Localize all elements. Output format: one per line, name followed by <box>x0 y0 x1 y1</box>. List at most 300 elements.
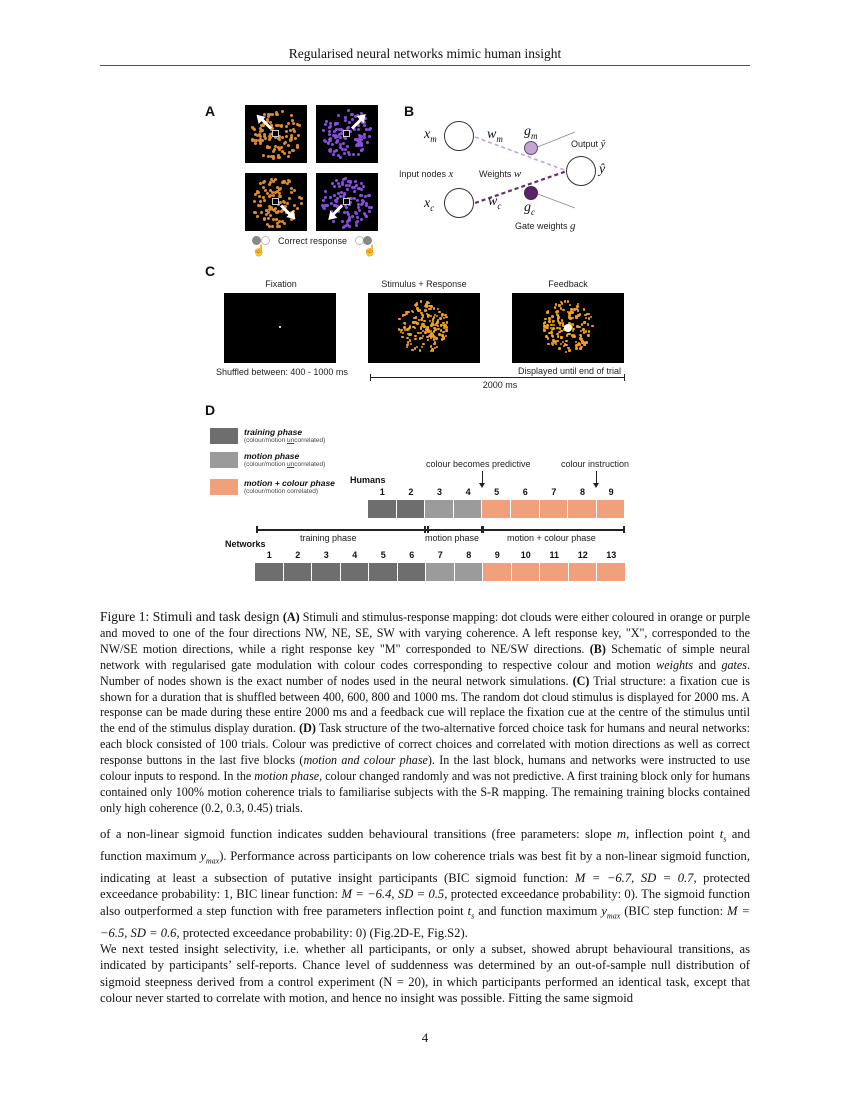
dot <box>410 343 413 346</box>
dot <box>254 142 257 145</box>
dot <box>263 199 266 202</box>
dot <box>433 316 436 319</box>
caption-ref-a: (A) <box>282 610 300 624</box>
dot <box>433 307 436 310</box>
dot <box>348 121 351 124</box>
block-number: 8 <box>579 487 585 497</box>
dot <box>585 330 588 333</box>
dot <box>571 317 574 320</box>
dot <box>324 190 327 193</box>
block-number: 7 <box>551 487 557 497</box>
dot <box>423 320 426 323</box>
legend-note-motion: (colour/motion uncorrelated) <box>244 461 326 468</box>
dot <box>587 334 590 337</box>
dot <box>280 124 283 127</box>
dot <box>261 139 264 142</box>
dot <box>368 210 371 213</box>
body-text: (BIC step function: <box>620 903 728 918</box>
dot <box>346 145 349 148</box>
dot <box>257 191 260 194</box>
dot <box>364 195 367 198</box>
dot <box>271 113 274 116</box>
dot <box>565 340 568 343</box>
dot <box>292 149 295 152</box>
legend-note-motion-colour: (colour/motion correlated) <box>244 488 319 495</box>
dot <box>265 209 268 212</box>
fixation-square-icon <box>343 130 350 137</box>
running-title: Regularised neural networks mimic human insight <box>288 46 562 61</box>
gate-weights-label: Gate weights g <box>515 220 576 232</box>
dot <box>359 194 362 197</box>
annotation-colour-instruction: colour instruction <box>561 459 630 469</box>
math: M = −6.4 <box>341 887 392 902</box>
dot <box>267 155 270 158</box>
legend-title-training: training phase <box>244 427 303 437</box>
dot <box>422 315 425 318</box>
panel-letter-a: A <box>205 103 216 119</box>
dot <box>285 135 288 138</box>
dot <box>401 336 404 339</box>
dot <box>269 214 272 217</box>
math: SD = 0.5 <box>397 887 445 902</box>
dot <box>341 148 344 151</box>
dot <box>544 318 547 321</box>
dot <box>300 202 303 205</box>
dot <box>285 125 288 128</box>
block-7 <box>426 563 455 581</box>
dot <box>337 114 340 117</box>
dot <box>271 225 274 228</box>
dot <box>347 180 350 183</box>
dot <box>360 188 363 191</box>
dot <box>360 149 363 152</box>
math: max <box>606 911 621 921</box>
caption-italic: gates <box>721 657 747 672</box>
dot <box>430 315 433 318</box>
block-number: 6 <box>409 550 415 560</box>
dot <box>324 196 327 199</box>
math: s <box>723 834 727 844</box>
dot <box>584 344 587 347</box>
dot <box>262 196 265 199</box>
input-nodes-label: Input nodes x <box>399 168 454 180</box>
dot <box>424 309 427 312</box>
dot <box>300 197 303 200</box>
dot <box>347 151 350 154</box>
dot <box>426 301 429 304</box>
dot <box>419 349 422 352</box>
dot <box>341 220 344 223</box>
dot <box>368 135 371 138</box>
block-3 <box>312 563 341 581</box>
dot <box>351 118 354 121</box>
dot <box>434 328 437 331</box>
dot <box>570 308 573 311</box>
dot <box>272 157 275 160</box>
dot <box>565 351 568 354</box>
math: t <box>719 827 724 841</box>
dot <box>427 316 430 319</box>
block-1 <box>255 563 284 581</box>
dot <box>258 195 261 198</box>
dot <box>334 122 337 125</box>
dot <box>548 320 551 323</box>
dot <box>559 324 562 327</box>
dot <box>398 318 401 321</box>
dot <box>432 349 435 352</box>
dot <box>365 202 368 205</box>
dot <box>282 200 285 203</box>
dot <box>370 206 373 209</box>
dot <box>436 346 439 349</box>
dot <box>561 302 564 305</box>
caption-text: ). In the last block, humans and networks were instructed to use colour inputs to respond. In the <box>100 753 750 784</box>
output-label: Output ŷ <box>571 138 606 150</box>
feedback-duration-note: Displayed until end of trial <box>518 366 622 376</box>
dot <box>555 303 558 306</box>
dot <box>344 119 347 122</box>
dot <box>582 328 585 331</box>
block-number: 7 <box>437 550 443 560</box>
body-text: , protected exceedance probability: 1, BIC linear function: <box>100 870 751 902</box>
dot <box>553 324 556 327</box>
panel-letter-d: D <box>205 402 216 418</box>
block-9 <box>597 500 626 518</box>
dot <box>564 343 567 346</box>
dot <box>585 317 588 320</box>
dot <box>551 315 554 318</box>
dot <box>322 129 325 132</box>
dot <box>281 110 284 113</box>
dot <box>296 207 299 210</box>
dot <box>560 330 563 333</box>
block-number: 11 <box>549 550 559 560</box>
fixation-cross-icon <box>279 326 281 328</box>
dot <box>558 347 561 350</box>
timeline-tick <box>624 374 625 381</box>
dot <box>400 329 403 332</box>
dot <box>404 323 407 326</box>
dot <box>297 134 300 137</box>
dot <box>438 311 441 314</box>
dot <box>579 347 582 350</box>
caption-ref-b: (B) <box>589 641 606 656</box>
body-text: , <box>391 887 398 902</box>
block-4 <box>454 500 483 518</box>
dot <box>562 322 565 325</box>
dot <box>445 329 448 332</box>
dot <box>579 313 582 316</box>
dot <box>363 136 366 139</box>
dot <box>435 337 438 340</box>
caption-italic: motion and colour phase <box>303 753 428 768</box>
dot <box>281 181 284 184</box>
screen-title-stimulus: Stimulus + Response <box>381 279 467 289</box>
dot <box>567 300 570 303</box>
dot <box>368 194 371 197</box>
body-text: , <box>631 870 641 885</box>
dot <box>262 186 265 189</box>
dot <box>292 122 295 125</box>
dot <box>440 329 443 332</box>
caption-text: , colour changed randomly and was not predictive. A first training block only for humans contained only 100% motion coherence trials to familiarise subjects with the S-R mapping. The remaining training blocks contained only high coherence (0.2, 0.3, 0.45) trials. <box>100 769 751 815</box>
dot <box>274 178 277 181</box>
block-number: 4 <box>465 487 471 497</box>
body-text: ). Performance across participants on low coherence trials was best fit by a non-linear sigmoid function, indicating at least a subsection of putative insight participants (BIC sigmoid function: <box>100 848 750 885</box>
dot <box>335 141 338 144</box>
dot <box>331 143 334 146</box>
math: M = −6.7 <box>574 870 632 885</box>
dot <box>363 212 366 215</box>
dot <box>545 335 548 338</box>
math: t <box>467 903 472 918</box>
dot <box>414 327 417 330</box>
block-number: 12 <box>577 550 588 560</box>
annotation-colour-predictive: colour becomes predictive <box>426 459 531 469</box>
body-text: , <box>124 925 131 940</box>
dot <box>591 325 594 328</box>
networks-label: Networks <box>225 539 266 549</box>
dot <box>420 300 423 303</box>
block-3 <box>425 500 454 518</box>
block-9 <box>483 563 512 581</box>
block-number: 3 <box>436 487 442 497</box>
dot <box>356 220 359 223</box>
feedback-cue-icon <box>564 324 572 332</box>
dot <box>558 317 561 320</box>
block-6 <box>511 500 540 518</box>
dot <box>544 321 547 324</box>
networks-blocks <box>255 563 626 581</box>
block-7 <box>540 500 569 518</box>
dot <box>355 224 358 227</box>
dot <box>343 152 346 155</box>
math: max <box>205 856 220 866</box>
stimulus-purple-ne <box>316 105 378 163</box>
body-text: of a non-linear sigmoid function indicates sudden behavioural transitions (free parameters: slope <box>100 827 618 841</box>
dot <box>406 346 409 349</box>
dot <box>253 200 256 203</box>
label-w-m: $w_m$ <box>487 127 503 144</box>
dot <box>350 113 353 116</box>
dot <box>560 343 563 346</box>
block-number: 10 <box>520 550 531 560</box>
dot <box>436 321 439 324</box>
dot <box>365 215 368 218</box>
phase-label-motion: motion phase <box>425 533 480 543</box>
block-number: 1 <box>266 550 272 560</box>
dot <box>546 311 549 314</box>
dot <box>256 215 259 218</box>
dot <box>273 148 276 151</box>
dot <box>421 346 424 349</box>
fixation-square-icon <box>343 198 350 205</box>
dot <box>583 308 586 311</box>
block-11 <box>540 563 569 581</box>
panel-letter-b: B <box>404 103 415 119</box>
dot <box>288 197 291 200</box>
dot <box>552 327 555 330</box>
caption-ref-c: (C) <box>572 673 590 688</box>
dot <box>357 206 360 209</box>
dot <box>418 309 421 312</box>
dot <box>287 155 290 158</box>
dot <box>572 335 575 338</box>
dot <box>356 216 359 219</box>
dot <box>328 133 331 136</box>
dot <box>358 209 361 212</box>
dot <box>543 325 546 328</box>
dot <box>578 326 581 329</box>
dot <box>323 207 326 210</box>
math: y <box>601 903 607 918</box>
dot <box>291 119 294 122</box>
dot <box>554 340 557 343</box>
block-number: 9 <box>494 550 500 560</box>
dot <box>322 199 325 202</box>
dot <box>569 304 572 307</box>
dot <box>333 185 336 188</box>
gate-colour <box>524 186 538 200</box>
dot <box>445 335 448 338</box>
dot <box>360 182 363 185</box>
dot <box>353 190 356 193</box>
block-6 <box>398 563 427 581</box>
dot <box>557 340 560 343</box>
caption-text: . Number of nodes shown is the exact number of nodes used in the neural network simulations. <box>100 657 750 688</box>
label-w-c: $w_c$ <box>488 194 502 211</box>
dot <box>342 142 345 145</box>
duration-label: 2000 ms <box>482 380 518 390</box>
dot <box>416 346 419 349</box>
dot <box>280 146 283 149</box>
block-number: 1 <box>379 487 385 497</box>
dot <box>572 323 575 326</box>
dot <box>548 317 551 320</box>
dot <box>262 181 265 184</box>
dot <box>296 123 299 126</box>
body-text: and function maximum <box>474 903 602 918</box>
timeline-tick <box>256 526 258 533</box>
dot <box>414 338 417 341</box>
dot <box>347 109 350 112</box>
caption-text: Task structure of the two-alternative forced choice task for humans and neural networks: each block consisted of 100 trials. Colour was predictive of correct choices and correlated with motion directions as well as correct response buttons in the last five blocks ( <box>100 721 750 768</box>
block-number: 3 <box>323 550 329 560</box>
dot <box>414 335 417 338</box>
dot <box>268 183 271 186</box>
dot <box>357 128 360 131</box>
hand-pointer-icon: ☝ <box>252 245 266 257</box>
math: SD = 0.7 <box>640 870 694 885</box>
dot <box>352 153 355 156</box>
dot <box>346 188 349 191</box>
dot <box>587 323 590 326</box>
dot <box>368 128 371 131</box>
block-number: 5 <box>380 550 386 560</box>
dot <box>423 325 426 328</box>
screen-title-fixation: Fixation <box>265 279 297 289</box>
dot <box>446 326 449 329</box>
body-paragraph-2: We next tested insight selectivity, i.e. whether all participants, or only a subset, showed abrupt behavioural transitions, as indicated by participants’ self-reports. Chance level of suddenness was determined by an out-of-sample null distribution of sigmoid steepness derived from a control experiment (N = 20), in which participants performed an identical task, except that colour never started to correlate with motion, and hence no insight was possible. Fitting the same sigmoid <box>100 942 750 1006</box>
dot <box>346 211 349 214</box>
dot <box>267 217 270 220</box>
dot <box>420 332 423 335</box>
dot <box>543 329 546 332</box>
timeline-tick <box>623 526 625 533</box>
body-paragraph-1 <box>100 826 750 941</box>
dot <box>262 154 265 157</box>
label-x-m: $x_m$ <box>424 127 437 144</box>
dot <box>552 321 555 324</box>
label-g-m: $g_m$ <box>524 124 538 141</box>
dot <box>567 333 570 336</box>
block-13 <box>597 563 626 581</box>
dot <box>281 220 284 223</box>
dot <box>575 315 578 318</box>
dot <box>331 182 334 185</box>
panel-letter-c: C <box>205 263 216 279</box>
dot <box>272 180 275 183</box>
dot <box>442 331 445 334</box>
caption-ref-d: (D) <box>299 721 316 736</box>
timeline-tick <box>424 526 426 533</box>
dot <box>263 217 266 220</box>
block-number: 13 <box>606 550 617 560</box>
phase-label-training: training phase <box>300 533 357 543</box>
dot <box>407 341 410 344</box>
dot <box>251 138 254 141</box>
dot <box>347 126 350 129</box>
dot <box>446 321 449 324</box>
dot <box>293 189 296 192</box>
dot <box>338 128 341 131</box>
dot <box>568 316 571 319</box>
dot <box>402 332 405 335</box>
caption-label: Figure 1: Stimuli and task design <box>100 609 283 624</box>
dot <box>288 151 291 154</box>
dot <box>335 200 338 203</box>
block-10 <box>512 563 541 581</box>
body-text: , inflection point <box>626 827 720 841</box>
block-number: 6 <box>522 487 528 497</box>
figure-caption <box>100 609 750 817</box>
block-5 <box>482 500 511 518</box>
legend-swatch-motion <box>210 452 238 468</box>
dot <box>564 300 567 303</box>
humans-blocks <box>368 500 625 518</box>
dot <box>338 185 341 188</box>
caption-italic: weights <box>656 657 694 672</box>
body-text: , protected exceedance probability: 0) (Fig.2D-E, Fig.S2). <box>176 925 468 940</box>
dot <box>433 343 436 346</box>
dot <box>556 313 559 316</box>
dot <box>294 137 297 140</box>
block-8 <box>455 563 484 581</box>
dot <box>259 182 262 185</box>
timeline-tick <box>481 526 484 533</box>
caption-text: Trial structure: a fixation cue is shown for a duration that is shuffled between 400, 600, 800 and 1000 ms. The random dot cloud stimulus is displayed for 2000 ms. A response can be made during these entire 2000 ms and a feedback cue will replace the fixation cue at the centre of the stimulus until the end of the stimulus display duration. <box>100 673 750 736</box>
dot <box>345 184 348 187</box>
math: s <box>471 911 475 921</box>
math: SD = 0.6 <box>130 925 177 940</box>
dot <box>339 136 342 139</box>
block-number: 2 <box>408 487 414 497</box>
body-text: , protected exceedance probability: 0). The sigmoid function also outperformed a step function with free parameters inflection point <box>100 887 751 918</box>
dot <box>412 311 415 314</box>
dot <box>287 122 290 125</box>
dot <box>420 312 423 315</box>
dot <box>259 200 262 203</box>
